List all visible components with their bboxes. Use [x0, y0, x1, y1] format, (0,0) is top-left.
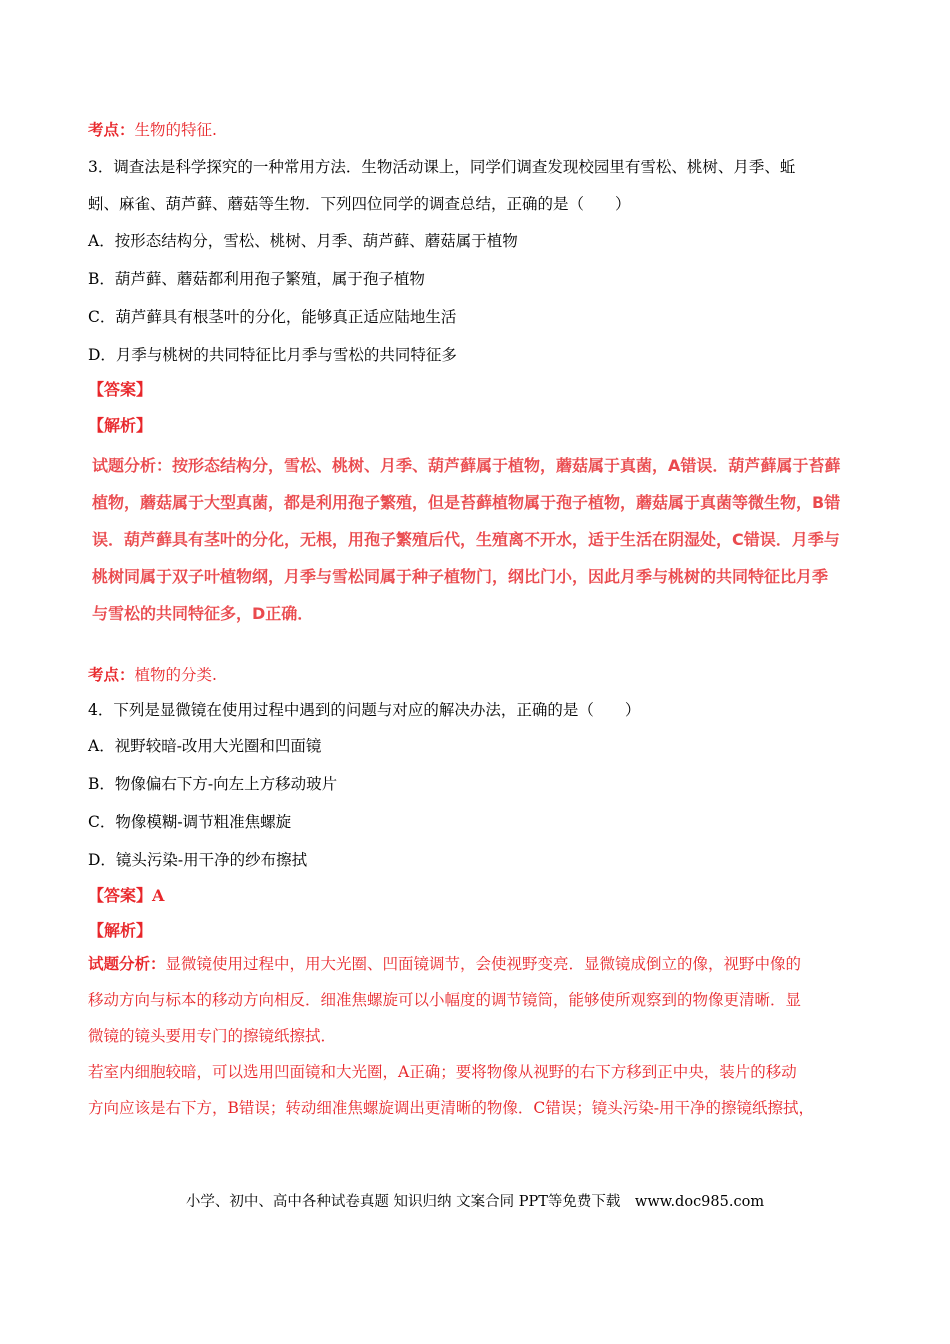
analysis-line: 方向应该是右下方，B错误；转动细准焦螺旋调出更清晰的物像．C错误；镜头污染-用干净的擦镜纸擦拭，	[88, 1099, 814, 1117]
q4-answer	[88, 883, 164, 906]
answer-label: 【答案】	[88, 886, 153, 905]
kaodian-text: 生物的特征.	[134, 121, 217, 139]
analysis-line: 微镜的镜头要用专门的擦镜纸擦拭．	[88, 1027, 337, 1045]
q4-option-d: D．镜头污染-用干净的纱布擦拭	[88, 851, 308, 869]
q4-option-a: A．视野较暗-改用大光圈和凹面镜	[88, 737, 322, 755]
analysis-text: 显微镜使用过程中，用大光圈、凹面镜调节，会使视野变亮．显微镜成倒立的像，视野中像的	[165, 955, 802, 973]
q4-stem: 4．下列是显微镜在使用过程中遇到的问题与对应的解决办法，正确的是（ ）	[88, 701, 641, 719]
analysis-line	[88, 946, 878, 982]
q3-option-b: B．葫芦藓、蘑菇都利用孢子繁殖，属于孢子植物	[88, 270, 425, 288]
q3-answer	[88, 377, 152, 400]
q4-option-b: B．物像偏右下方-向左上方移动玻片	[88, 775, 338, 793]
analysis-line: 试题分析：按形态结构分，雪松、桃树、月季、葫芦藓属于植物，蘑菇属于真菌，A错误．葫芦藓属于苔藓	[92, 456, 841, 475]
answer-label: 【答案】	[88, 380, 153, 399]
kaodian-label: 考点：	[88, 665, 135, 684]
q3-kaodian	[88, 663, 217, 685]
q3-analysis-label: 【解析】	[88, 416, 153, 435]
q3-stem-line2: 蚓、麻雀、葫芦藓、蘑菇等生物．下列四位同学的调查总结，正确的是（ ）	[88, 195, 631, 213]
q2-kaodian	[88, 118, 217, 140]
analysis-line: 移动方向与标本的移动方向相反．细准焦螺旋可以小幅度的调节镜筒，能够使所观察到的物像更清晰．显	[88, 991, 802, 1009]
q4-option-c: C．物像模糊-调节粗准焦螺旋	[88, 813, 292, 831]
q3-analysis-block	[92, 447, 882, 632]
analysis-prefix: 试题分析：	[88, 954, 166, 973]
q4-analysis-block	[88, 946, 878, 1126]
kaodian-label: 考点：	[88, 120, 135, 139]
analysis-line: 与雪松的共同特征多，D正确．	[92, 604, 314, 623]
analysis-line: 植物，蘑菇属于大型真菌，都是利用孢子繁殖，但是苔藓植物属于孢子植物，蘑菇属于真菌等微生物，B错	[92, 493, 841, 512]
analysis-line: 桃树同属于双子叶植物纲，月季与雪松同属于种子植物门，纲比门小，因此月季与桃树的共同特征比月季	[92, 567, 829, 586]
q3-option-c: C．葫芦藓具有根茎叶的分化，能够真正适应陆地生活	[88, 308, 457, 326]
answer-value: A	[152, 886, 165, 905]
q4-analysis-label: 【解析】	[88, 921, 153, 940]
q3-option-d: D．月季与桃树的共同特征比月季与雪松的共同特征多	[88, 346, 457, 364]
kaodian-text: 植物的分类.	[134, 666, 217, 684]
analysis-line: 若室内细胞较暗，可以选用凹面镜和大光圈，A正确；要将物像从视野的右下方移到正中央，装片的移动	[88, 1063, 797, 1081]
q3-option-a: A．按形态结构分，雪松、桃树、月季、葫芦藓、蘑菇属于植物	[88, 232, 518, 250]
analysis-line: 误．葫芦藓具有茎叶的分化，无根，用孢子繁殖后代，生殖离不开水，适于生活在阴湿处，C错误．月季与	[92, 530, 840, 549]
q3-stem-line1: 3．调查法是科学探究的一种常用方法．生物活动课上，同学们调查发现校园里有雪松、桃树、月季、蚯	[88, 158, 796, 176]
page-footer: 小学、初中、高中各种试卷真题 知识归纳 文案合同 PPT等免费下载 www.doc985.com	[185, 1194, 765, 1210]
